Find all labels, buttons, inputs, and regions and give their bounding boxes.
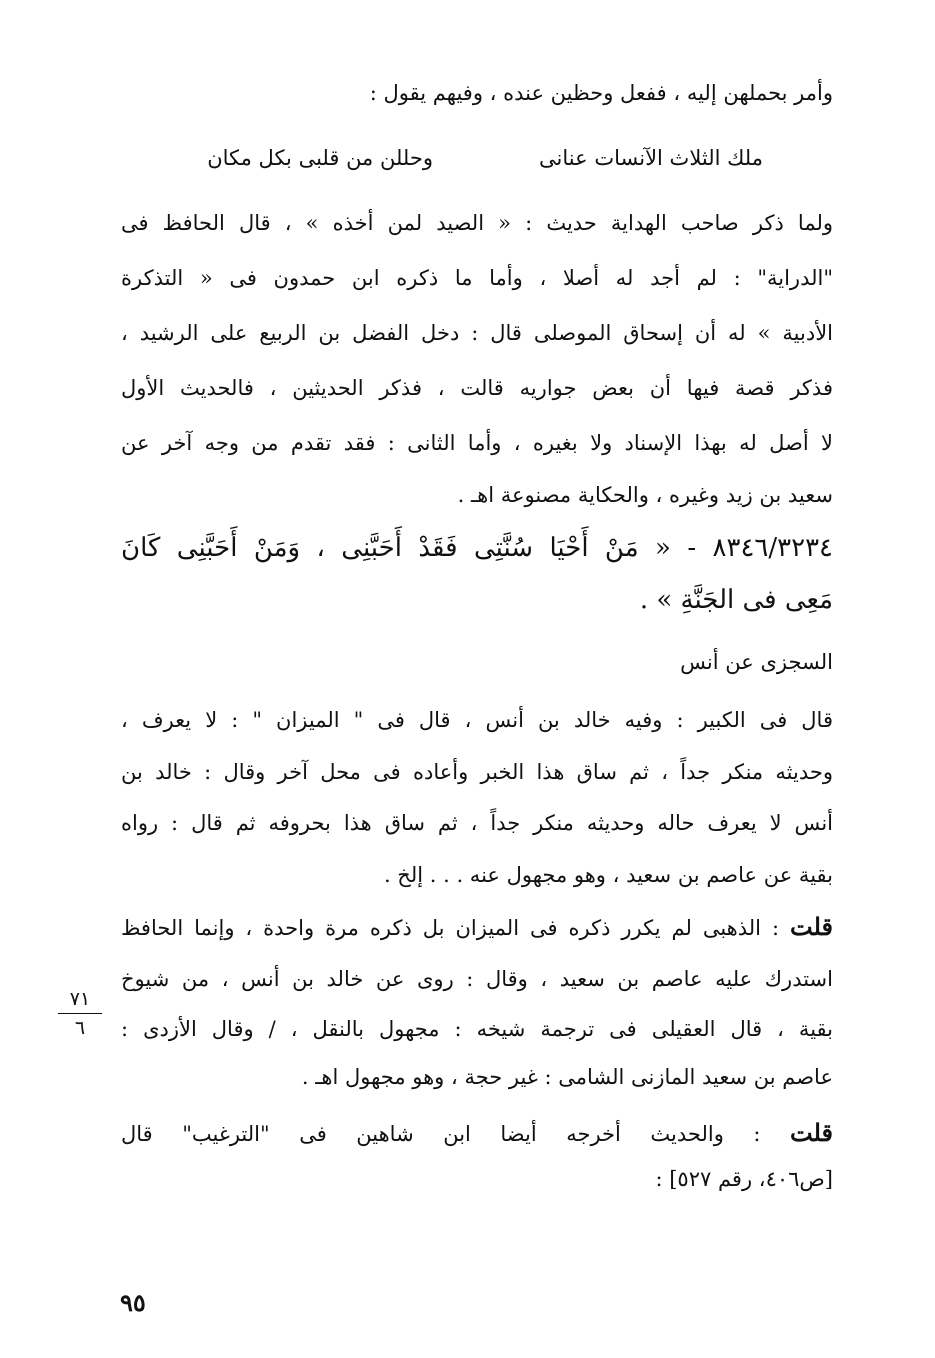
qult-paragraph-line (121, 912, 833, 943)
text-line: بقية ، قال العقيلى فى ترجمة شيخه : مجهول بالنقل ، / وقال الأزدى : (121, 1017, 833, 1041)
qult-text: : والحديث أخرجه أيضا ابن شاهين فى "الترغيب" قال (121, 1122, 761, 1146)
text-line: فذكر قصة فيها أن بعض جواريه قالت ، فذكر الحديثين ، فالحديث الأول (121, 376, 833, 400)
hadith-text-line-1: ٨٣٤٦/٣٢٣٤ - « مَنْ أَحْيَا سُنَّتِى فَقَدْ أَحَبَّنِى ، وَمَنْ أَحَبَّنِى كَانَ (121, 533, 833, 563)
margin-volume-reference (58, 988, 102, 1039)
text-line: استدرك عليه عاصم بن سعيد ، وقال : روى عن خالد بن أنس ، من شيوخ (121, 967, 833, 991)
text-line: عاصم بن سعيد المازنى الشامى : غير حجة ، وهو مجهول اهـ . (301, 1065, 833, 1089)
text-line: ولما ذكر صاحب الهداية حديث : « الصيد لمن أخذه » ، قال الحافظ فى (121, 211, 833, 235)
text-line: وأمر بحملهن إليه ، ففعل وحظين عنده ، وفيهم يقول : (369, 81, 833, 105)
text-line: [ص٤٠٦، رقم ٥٢٧] : (655, 1167, 833, 1191)
qult-text: : الذهبى لم يكرر ذكره فى الميزان بل ذكره مرة واحدة ، وإنما الحافظ (121, 916, 780, 940)
text-line: أنس لا يعرف حاله وحديثه منكر جداً ، ثم ساق هذا بحروفه ثم قال : رواه (121, 811, 833, 835)
text-line: لا أصل له بهذا الإسناد ولا بغيره ، وأما الثانى : فقد تقدم من وجه آخر عن (121, 431, 833, 455)
text-line: "الدراية" : لم أجد له أصلا ، وأما ما ذكره ابن حمدون فى « التذكرة (121, 266, 833, 290)
text-line: وحديثه منكر جداً ، ثم ساق هذا الخبر وأعاده فى محل آخر وقال : خالد بن (121, 760, 833, 784)
page-number: ٩٥ (120, 1288, 146, 1317)
text-line: سعيد بن زيد وغيره ، والحكاية مصنوعة اهـ . (457, 483, 833, 507)
verse-first-hemistich: ملك الثلاث الآنسات عنانى (539, 146, 763, 170)
qult-paragraph-line (121, 1118, 833, 1149)
text-line: بقية عن عاصم بن سعيد ، وهو مجهول عنه . . . إلخ . (383, 863, 833, 887)
margin-note-divider (58, 1013, 102, 1014)
qult-label: قلت (790, 1118, 833, 1147)
hadith-text-line-2: مَعِى فى الجَنَّةِ » . (639, 585, 833, 615)
qult-label: قلت (790, 912, 833, 941)
text-line: الأدبية » له أن إسحاق الموصلى قال : دخل الفضل بن الربيع على الرشيد ، (121, 321, 833, 345)
hadith-source: السجزى عن أنس (680, 650, 833, 674)
verse-second-hemistich: وحللن من قلبى بكل مكان (207, 146, 433, 170)
margin-note-bottom: ٦ (74, 1017, 86, 1039)
margin-note-top: ٧١ (69, 988, 91, 1010)
text-line: قال فى الكبير : وفيه خالد بن أنس ، قال فى " الميزان " : لا يعرف ، (121, 708, 833, 732)
